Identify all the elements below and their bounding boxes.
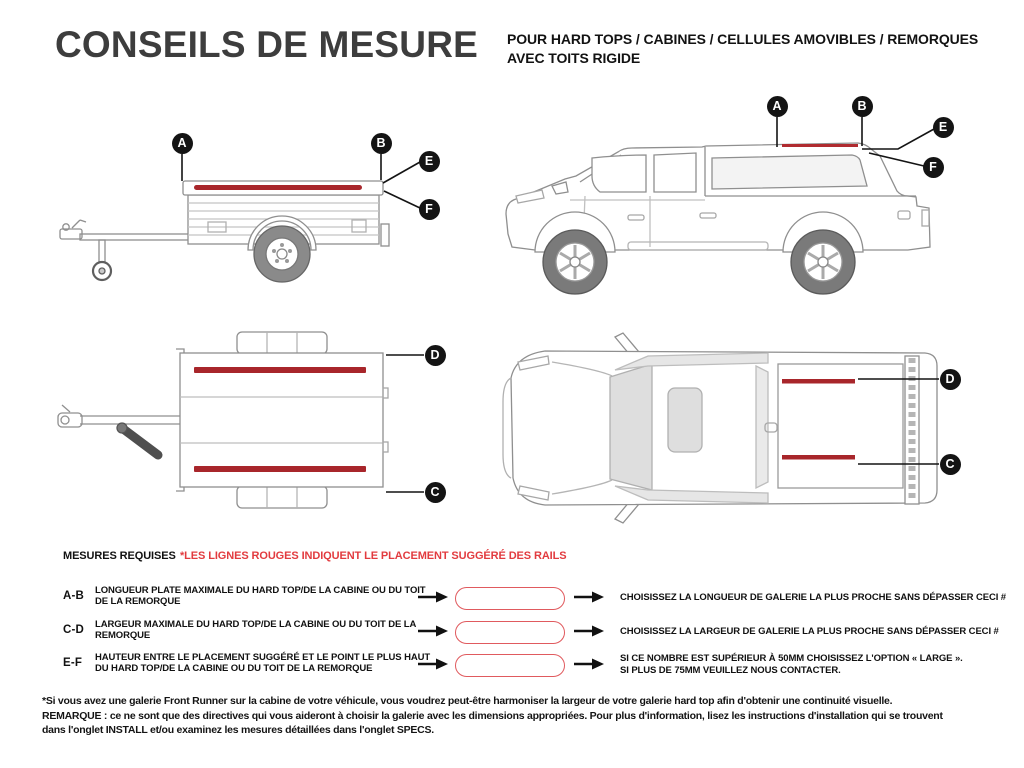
- measure-row-cd: [0, 619, 1024, 653]
- arrow-right-icon: [574, 625, 604, 637]
- measure-input-ab[interactable]: [455, 587, 565, 610]
- measure-code-ef: E-F: [63, 657, 83, 669]
- callout-c-trailer-top: C: [425, 482, 446, 503]
- suggested-rail-line-trailer-side: [194, 185, 362, 190]
- footer-note: [42, 694, 1017, 738]
- measure-row-ef: [0, 652, 1024, 686]
- callout-c-truck-top: C: [940, 454, 961, 475]
- red-lines-note: *LES LIGNES ROUGES INDIQUENT LE PLACEMENT SUGGÉRÉ DES RAILS: [180, 550, 567, 562]
- arrow-right-icon: [574, 658, 604, 670]
- instruction-line-2: SI PLUS DE 75MM VEUILLEZ NOUS CONTACTER.: [620, 665, 841, 676]
- callout-d-truck-top: D: [940, 369, 961, 390]
- measure-description-cd: LARGEUR MAXIMALE DU HARD TOP/DE LA CABINE OU DU TOIT DE LA REMORQUE: [95, 619, 416, 641]
- measure-instruction-ef: [620, 653, 1024, 677]
- measures-heading: MESURES REQUISES: [63, 550, 176, 562]
- arrow-right-icon: [418, 625, 448, 637]
- callout-e-trailer-side: E: [419, 151, 440, 172]
- trailer-side-view-illustration: [60, 181, 389, 282]
- measure-description-ef: HAUTEUR ENTRE LE PLACEMENT SUGGÉRÉ ET LE POINT LE PLUS HAUT DU HARD TOP/DE LA CABINE OU DU TOIT DE LA REMORQUE: [95, 652, 431, 674]
- callout-b-truck-side: B: [852, 96, 873, 117]
- measure-code-ab: A-B: [63, 590, 85, 602]
- truck-side-view-illustration: [506, 143, 930, 294]
- instruction-line-1: SI CE NOMBRE EST SUPÉRIEUR À 50MM CHOISISSEZ L'OPTION « LARGE ».: [620, 653, 963, 664]
- subtitle-line-1: POUR HARD TOPS / CABINES / CELLULES AMOVIBLES / REMORQUES: [507, 31, 979, 47]
- page-title: CONSEILS DE MESURE: [55, 24, 478, 65]
- suggested-rail-line-trailer-top-2: [194, 466, 366, 472]
- arrow-right-icon: [574, 591, 604, 603]
- suggested-rail-line-trailer-top-1: [194, 367, 366, 373]
- trailer-top-view-illustration: [58, 332, 388, 508]
- callout-e-truck-side: E: [933, 117, 954, 138]
- arrow-right-icon: [418, 591, 448, 603]
- footer-line-1: *Si vous avez une galerie Front Runner sur la cabine de votre véhicule, vous voudrez peut-être harmoniser la largeur de votre galerie hard top afin d'obtenir une continuité visuelle.: [42, 695, 893, 707]
- callout-f-truck-side: F: [923, 157, 944, 178]
- measure-instruction-ab: CHOISISSEZ LA LONGUEUR DE GALERIE LA PLUS PROCHE SANS DÉPASSER CECI #: [620, 592, 1006, 603]
- footer-line-3: dans l'onglet INSTALL et/ou examinez les mesures détaillées dans l'onglet SPECS.: [42, 724, 434, 736]
- measure-input-cd[interactable]: [455, 621, 565, 644]
- callout-f-trailer-side: F: [419, 199, 440, 220]
- measure-row-ab: [0, 585, 1024, 619]
- suggested-rail-line-truck-top-2: [782, 455, 855, 460]
- arrow-right-icon: [418, 658, 448, 670]
- measure-description-ab: LONGUEUR PLATE MAXIMALE DU HARD TOP/DE LA CABINE OU DU TOIT DE LA REMORQUE: [95, 585, 426, 607]
- truck-top-view-illustration: [503, 333, 937, 523]
- callout-b-trailer-side: B: [371, 133, 392, 154]
- measure-code-cd: C-D: [63, 624, 85, 636]
- suggested-rail-line-truck-side: [782, 144, 858, 147]
- suggested-rail-line-truck-top-1: [782, 379, 855, 384]
- callout-d-trailer-top: D: [425, 345, 446, 366]
- measure-input-ef[interactable]: [455, 654, 565, 677]
- measure-instruction-cd: CHOISISSEZ LA LARGEUR DE GALERIE LA PLUS PROCHE SANS DÉPASSER CECI #: [620, 626, 999, 637]
- subtitle-line-2: AVEC TOITS RIGIDE: [507, 50, 641, 66]
- callout-a-truck-side: A: [767, 96, 788, 117]
- callout-a-trailer-side: A: [172, 133, 193, 154]
- footer-line-2: REMARQUE : ce ne sont que des directives qui vous aideront à choisir la galerie avec les dimensions appropriées. Pour plus d'information, lisez les instructions d'installation qui se trouvent: [42, 709, 943, 722]
